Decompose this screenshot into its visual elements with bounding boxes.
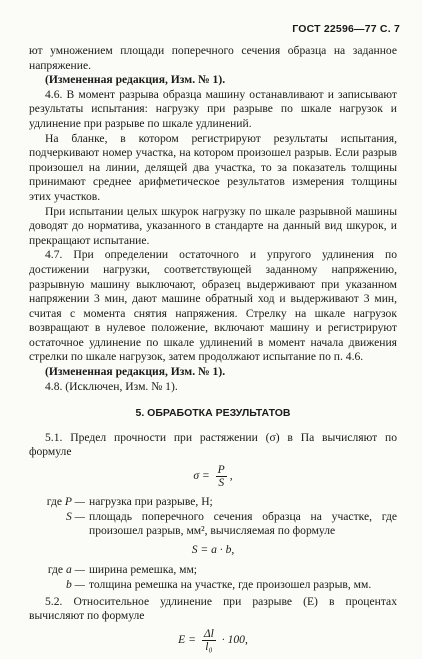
document-body	[29, 44, 397, 659]
paragraph-5-2: 5.2. Относительное удлинение при разрыве (E) в процентах вычисляют по формуле	[29, 594, 397, 623]
revision-note: (Измененная редакция, Изм. № 1).	[45, 365, 226, 379]
formula-fraction	[216, 464, 227, 489]
definition-text: площадь поперечного сечения образца на участке, где произошел разрыв, мм², вычисляемая по формуле	[89, 509, 397, 538]
formula-lhs: σ =	[193, 469, 210, 483]
formula-sigma	[29, 464, 397, 489]
definition-key: где P —	[46, 495, 85, 509]
paragraph-4-8: 4.8. (Исключен, Изм. № 1).	[45, 379, 178, 393]
definitions-list	[29, 563, 397, 592]
definition-key: b —	[65, 578, 85, 591]
formula-end: · 100,	[221, 632, 248, 646]
fraction-numerator: Δl	[203, 626, 214, 640]
formula-elongation	[29, 628, 397, 653]
definition-item	[29, 578, 397, 593]
paragraph-5-1: 5.1. Предел прочности при растяжении (σ) в Па вычисляют по формуле	[29, 430, 397, 459]
formula-lhs: E =	[178, 632, 196, 646]
definition-item	[29, 510, 397, 539]
revision-note: (Измененная редакция, Изм. № 1).	[45, 73, 226, 87]
definition-item	[29, 495, 397, 510]
fraction-denominator: S	[218, 476, 225, 490]
definition-key: где a —	[47, 563, 85, 577]
paragraph-4-6-c: При испытании целых шкурок нагрузку по шкале разрывной машины доводят до норматива, указанного в стандарте на данный вид шкурок, и прекращают испытание.	[29, 204, 397, 247]
fraction-denominator: l₀	[205, 639, 213, 653]
definition-key: S —	[65, 509, 85, 523]
paragraph-4-6: 4.6. В момент разрыва образца машину останавливают и записывают результаты испытания: нагрузку при разрыве по шкале нагрузок и удлинение при разрыве по шкале удлинений.	[29, 87, 397, 130]
paragraph-4-6-b: На бланке, в котором регистрируют результаты испытания, подчеркивают номер участка, на котором произошел разрыв. Если разрыв произошел на линии, делящей два участка, то за показатель толщины принимают среднее арифметическое результатов измерения толщины этих участков.	[29, 131, 397, 203]
formula-fraction	[202, 628, 216, 653]
definition-text: ширина ремешка, мм;	[89, 563, 198, 577]
definition-text: нагрузка при разрыве, Н;	[89, 495, 213, 509]
formula-end: ,	[229, 469, 233, 483]
formula-area: S = a · b,	[191, 542, 235, 556]
definitions-list	[29, 495, 397, 539]
definition-text: толщина ремешка на участке, где произошел разрыв, мм.	[89, 578, 372, 591]
section-heading: 5. ОБРАБОТКА РЕЗУЛЬТАТОВ	[135, 407, 291, 420]
paragraph-continuation: ют умножением площади поперечного сечения образца на заданное напряжение.	[29, 44, 397, 72]
fraction-numerator: P	[217, 463, 225, 477]
paragraph-4-7: 4.7. При определении остаточного и упругого удлинения по достижении нагрузки, соответствующей заданному напряжению, разрывную машину выключают, образец выдерживают при указанном напряжении 3 мин, дают машине обратный ход и выдерживают 3 мин, считая с момента снятия напряжения. Стрелку на шкале нагрузок возвращают в нулевое положение, включают машину и регистрируют остаточное удлинение по шкале удлинений в момент начала движения стрелки по шкале нагрузок, затем продолжают испытание по п. 4.6.	[29, 248, 397, 364]
page-header: ГОСТ 22596—77 С. 7	[292, 23, 400, 35]
definition-item	[29, 563, 397, 578]
